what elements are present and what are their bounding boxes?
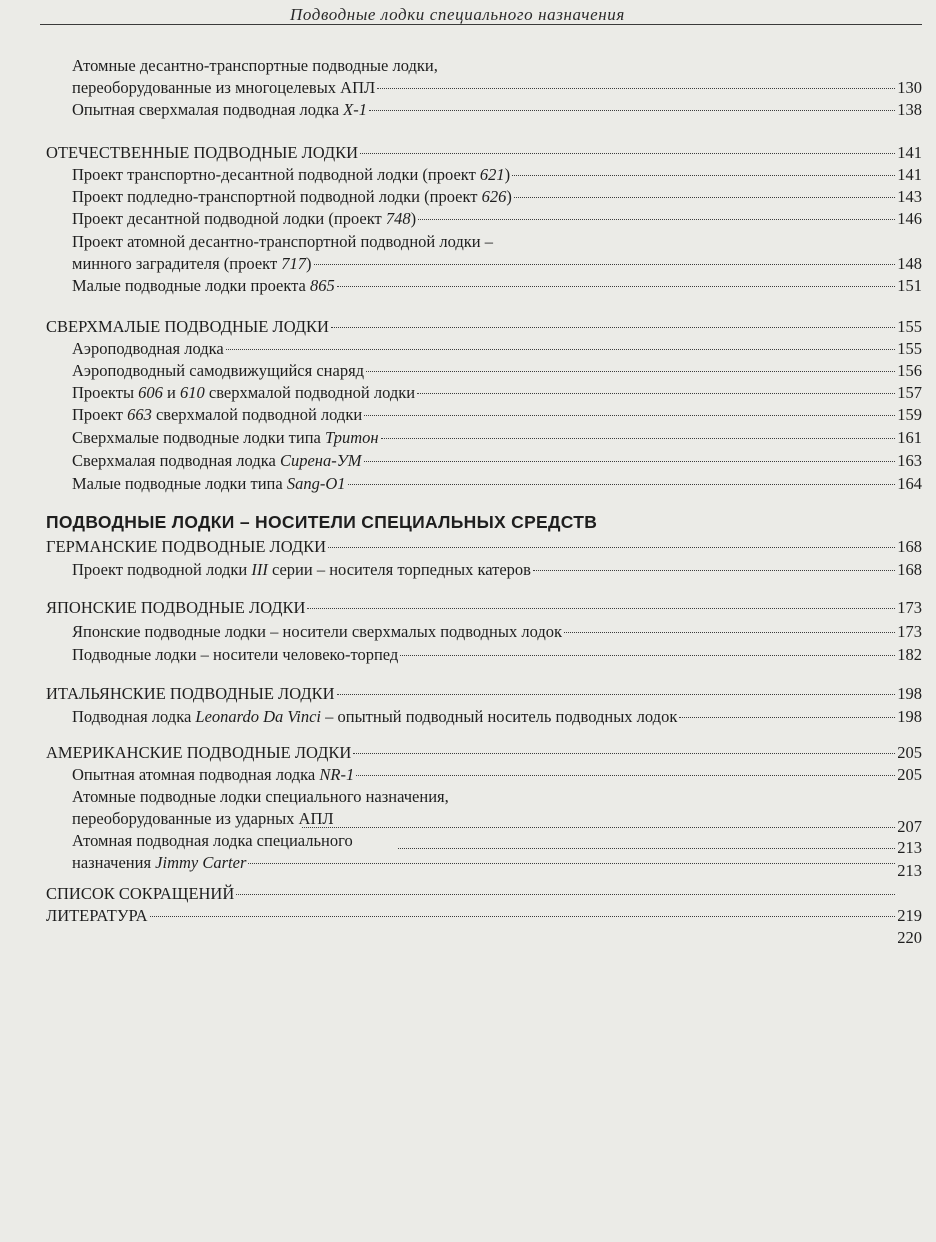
toc-entry[interactable] xyxy=(72,405,922,425)
leader-dots xyxy=(514,197,895,198)
leader-dots xyxy=(377,88,895,89)
toc-section-title: ГЕРМАНСКИЕ ПОДВОДНЫЕ ЛОДКИ xyxy=(46,537,327,556)
toc-section[interactable] xyxy=(46,884,922,904)
toc-entry[interactable] xyxy=(72,100,922,120)
toc-section-title: ЯПОНСКИЕ ПОДВОДНЫЕ ЛОДКИ xyxy=(46,598,306,617)
toc-page-number: 151 xyxy=(897,276,922,295)
leader-dots xyxy=(360,153,895,154)
toc-page-number: 207 xyxy=(897,817,922,836)
toc-entry[interactable] xyxy=(72,428,922,448)
toc-entry[interactable] xyxy=(72,645,922,665)
toc-page-number: 164 xyxy=(897,474,922,493)
leader-dots xyxy=(307,608,895,609)
toc-entry-text: Проект подводной лодки III серии – носителя торпедных катеров xyxy=(72,560,531,579)
toc-entry-text: Сверхмалая подводная лодка Сирена-УМ xyxy=(72,451,362,470)
toc-section[interactable] xyxy=(46,143,922,163)
toc-page-number: 130 xyxy=(897,78,922,97)
toc-section-title: ЛИТЕРАТУРА xyxy=(46,906,148,925)
toc-entry-text: Атомные десантно-транспортные подводные лодки, xyxy=(72,56,438,75)
leader-dots xyxy=(302,827,895,828)
toc-page-number: 159 xyxy=(897,405,922,424)
toc-entry[interactable] xyxy=(72,209,922,229)
toc-section[interactable] xyxy=(46,684,922,704)
toc-entry-text: Аэроподводный самодвижущийся снаряд xyxy=(72,361,365,380)
toc-entry-text: переоборудованные из ударных АПЛ xyxy=(72,809,334,828)
leader-dots xyxy=(353,753,895,754)
toc-entry[interactable] xyxy=(72,339,922,359)
toc-section-title: СВЕРХМАЛЫЕ ПОДВОДНЫЕ ЛОДКИ xyxy=(46,317,329,336)
leader-dots xyxy=(337,694,896,695)
toc-page-number: 138 xyxy=(897,100,922,119)
leader-dots xyxy=(364,415,895,416)
toc-entry[interactable] xyxy=(72,560,922,580)
leader-dots xyxy=(356,775,895,776)
toc-page-number: 198 xyxy=(897,684,922,703)
toc-page-number: 220 xyxy=(897,928,922,947)
toc-entry-text: Подводные лодки – носители человеко-торпед xyxy=(72,645,399,664)
toc-page-number: 219 xyxy=(897,906,922,925)
leader-dots xyxy=(337,286,895,287)
toc-page-number: 148 xyxy=(897,254,922,273)
leader-dots xyxy=(328,547,895,548)
toc-entry-text: Проект десантной подводной лодки (проект 748) xyxy=(72,209,417,228)
toc-page-number: 213 xyxy=(897,838,922,857)
toc-page-number: 161 xyxy=(897,428,922,447)
toc-entry[interactable] xyxy=(72,187,922,207)
toc-section[interactable] xyxy=(46,537,922,557)
toc-entry-text: Проект подледно-транспортной подводной лодки (проект 626) xyxy=(72,187,512,206)
toc-entry[interactable] xyxy=(72,276,922,296)
toc-entry-text: Японские подводные лодки – носители сверхмалых подводных лодок xyxy=(72,622,563,641)
toc-entry[interactable] xyxy=(72,361,922,381)
toc-entry[interactable] xyxy=(72,765,922,785)
toc-page-number: 213 xyxy=(897,861,922,880)
toc-page-number: 141 xyxy=(897,143,922,162)
toc-page-number: 168 xyxy=(897,537,922,556)
toc-entry[interactable] xyxy=(72,383,922,403)
leader-dots xyxy=(533,570,895,571)
leader-dots xyxy=(236,894,895,895)
leader-dots xyxy=(348,484,896,485)
toc-page-number: 155 xyxy=(897,339,922,358)
leader-dots xyxy=(381,438,896,439)
toc-entry-text: Малые подводные лодки проекта 865 xyxy=(72,276,335,295)
leader-dots xyxy=(331,327,895,328)
toc-entry[interactable] xyxy=(72,451,922,471)
toc-entry[interactable] xyxy=(72,474,922,494)
toc-page-number: 205 xyxy=(897,765,922,784)
toc-entry-text: Подводная лодка Leonardo Da Vinci – опытный подводный носитель подводных лодок xyxy=(72,707,678,726)
toc-entry[interactable] xyxy=(72,707,922,727)
toc-section[interactable] xyxy=(46,317,922,337)
toc-page-number: 156 xyxy=(897,361,922,380)
leader-dots xyxy=(512,175,895,176)
toc-entry-text: Опытная атомная подводная лодка NR-1 xyxy=(72,765,355,784)
toc-page-number: 173 xyxy=(897,622,922,641)
toc-entry[interactable] xyxy=(72,165,922,185)
leader-dots xyxy=(226,349,896,350)
leader-dots xyxy=(418,219,895,220)
leader-dots xyxy=(564,632,895,633)
toc-entry-text: Проект транспортно-десантной подводной лодки (проект 621) xyxy=(72,165,511,184)
leader-dots xyxy=(150,916,896,917)
leader-dots xyxy=(366,371,895,372)
leader-dots xyxy=(369,110,895,111)
toc-page-number: 157 xyxy=(897,383,922,402)
toc-entry-text: Опытная сверхмалая подводная лодка X-1 xyxy=(72,100,367,119)
leader-dots xyxy=(398,848,895,849)
toc-entry-text: Малые подводные лодки типа Sang-O1 xyxy=(72,474,346,493)
toc-entry-text: Атомные подводные лодки специального назначения, xyxy=(72,787,449,806)
toc-page-number: 198 xyxy=(897,707,922,726)
toc-section-title: ОТЕЧЕСТВЕННЫЕ ПОДВОДНЫЕ ЛОДКИ xyxy=(46,143,359,162)
toc-page-number: 141 xyxy=(897,165,922,184)
toc-entry[interactable] xyxy=(72,78,922,98)
toc-entry-text: Аэроподводная лодка xyxy=(72,339,224,358)
toc-page-number: 168 xyxy=(897,560,922,579)
toc-section[interactable] xyxy=(46,906,922,926)
header-rule xyxy=(40,24,922,25)
toc-entry-text: Проект 663 сверхмалой подводной лодки xyxy=(72,405,363,424)
leader-dots xyxy=(248,863,895,864)
toc-entry-text: Атомная подводная лодка специального xyxy=(72,831,353,850)
toc-entry-text: Сверхмалые подводные лодки типа Тритон xyxy=(72,428,379,447)
running-title: Подводные лодки специального назначения xyxy=(290,5,625,24)
toc-entry-text: переоборудованные из многоцелевых АПЛ xyxy=(72,78,376,97)
toc-entry-text: Проекты 606 и 610 сверхмалой подводной лодки xyxy=(72,383,416,402)
leader-dots xyxy=(417,393,895,394)
toc-page-number: 163 xyxy=(897,451,922,470)
toc-page-number: 146 xyxy=(897,209,922,228)
toc-page-number: 155 xyxy=(897,317,922,336)
toc-page-number: 205 xyxy=(897,743,922,762)
leader-dots xyxy=(314,264,896,265)
toc-entry[interactable] xyxy=(72,853,922,873)
toc-page-number: 143 xyxy=(897,187,922,206)
toc-entry-text: Проект атомной десантно-транспортной подводной лодки – xyxy=(72,232,493,251)
toc-section[interactable] xyxy=(46,743,922,763)
toc-entry-text: минного заградителя (проект 717) xyxy=(72,254,312,273)
toc-section-title: СПИСОК СОКРАЩЕНИЙ xyxy=(46,884,235,903)
toc-entry[interactable] xyxy=(300,817,922,837)
toc-entry[interactable] xyxy=(72,622,922,642)
leader-dots xyxy=(400,655,895,656)
toc-entry[interactable] xyxy=(72,254,922,274)
toc-section-title: АМЕРИКАНСКИЕ ПОДВОДНЫЕ ЛОДКИ xyxy=(46,743,352,762)
toc-page-number: 182 xyxy=(897,645,922,664)
toc-section[interactable] xyxy=(46,598,922,618)
part-title: ПОДВОДНЫЕ ЛОДКИ – НОСИТЕЛИ СПЕЦИАЛЬНЫХ СРЕДСТВ xyxy=(46,512,598,532)
leader-dots xyxy=(679,717,895,718)
toc-entry-text: назначения Jimmy Carter xyxy=(72,853,247,872)
toc-page-number: 173 xyxy=(897,598,922,617)
leader-dots xyxy=(364,461,896,462)
toc-section-title: ИТАЛЬЯНСКИЕ ПОДВОДНЫЕ ЛОДКИ xyxy=(46,684,335,703)
